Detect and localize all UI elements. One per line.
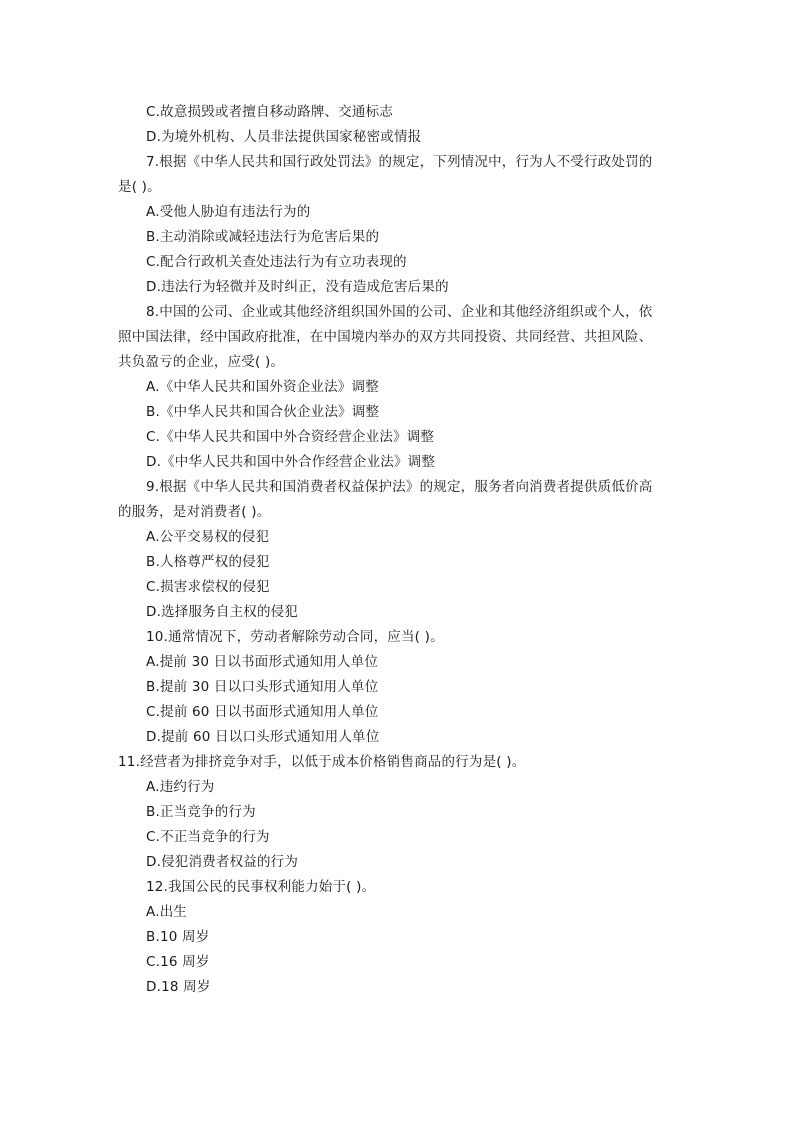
option-line: D.选择服务自主权的侵犯 [146,604,299,620]
option-line: C.提前 60 日以书面形式通知用人单位 [146,704,379,720]
question-continuation: 照中国法律，经中国政府批准，在中国境内举办的双方共同投资、共同经营、共担风险、 [118,329,653,345]
question-line: 9.根据《中华人民共和国消费者权益保护法》的规定，服务者向消费者提供质低价高 [146,479,653,495]
question-line: 8.中国的公司、企业或其他经济组织国外国的公司、企业和其他经济组织或个人，依 [146,304,653,320]
question-continuation: 共负盈亏的企业，应受( )。 [118,354,285,370]
option-line: A.提前 30 日以书面形式通知用人单位 [146,654,379,670]
option-line: C.16 周岁 [146,954,210,970]
option-line: C.损害求偿权的侵犯 [146,579,270,595]
option-line: C.配合行政机关查处违法行为有立功表现的 [146,254,407,270]
option-line: C.故意损毁或者擅自移动路牌、交通标志 [146,104,394,120]
option-line: D.提前 60 日以口头形式通知用人单位 [146,729,380,745]
question-continuation: 的服务，是对消费者( )。 [118,504,271,520]
option-line: C.不正当竞争的行为 [146,829,270,845]
option-line: C.《中华人民共和国中外合资经营企业法》调整 [146,429,435,445]
option-line: B.主动消除或减轻违法行为危害后果的 [146,229,380,245]
option-line: D.侵犯消费者权益的行为 [146,854,299,870]
question-line: 11.经营者为排挤竞争对手，以低于成本价格销售商品的行为是( )。 [118,754,526,770]
option-line: A.违约行为 [146,779,215,795]
question-line: 12.我国公民的民事权利能力始于( )。 [146,879,376,895]
option-line: B.提前 30 日以口头形式通知用人单位 [146,679,379,695]
option-line: D.违法行为轻微并及时纠正，没有造成危害后果的 [146,279,449,295]
option-line: D.为境外机构、人员非法提供国家秘密或情报 [146,129,422,145]
option-line: A.公平交易权的侵犯 [146,529,270,545]
option-line: A.《中华人民共和国外资企业法》调整 [146,379,379,395]
option-line: D.18 周岁 [146,979,211,995]
question-line: 7.根据《中华人民共和国行政处罚法》的规定，下列情况中，行为人不受行政处罚的 [146,154,653,170]
question-line: 10.通常情况下，劳动者解除劳动合同，应当( )。 [146,629,444,645]
option-line: A.受他人胁迫有违法行为的 [146,204,311,220]
option-line: B.10 周岁 [146,929,210,945]
option-line: A.出生 [146,904,188,920]
option-line: B.《中华人民共和国合伙企业法》调整 [146,404,380,420]
question-continuation: 是( )。 [118,179,161,195]
option-line: B.正当竞争的行为 [146,804,256,820]
option-line: D.《中华人民共和国中外合作经营企业法》调整 [146,454,436,470]
option-line: B.人格尊严权的侵犯 [146,554,270,570]
